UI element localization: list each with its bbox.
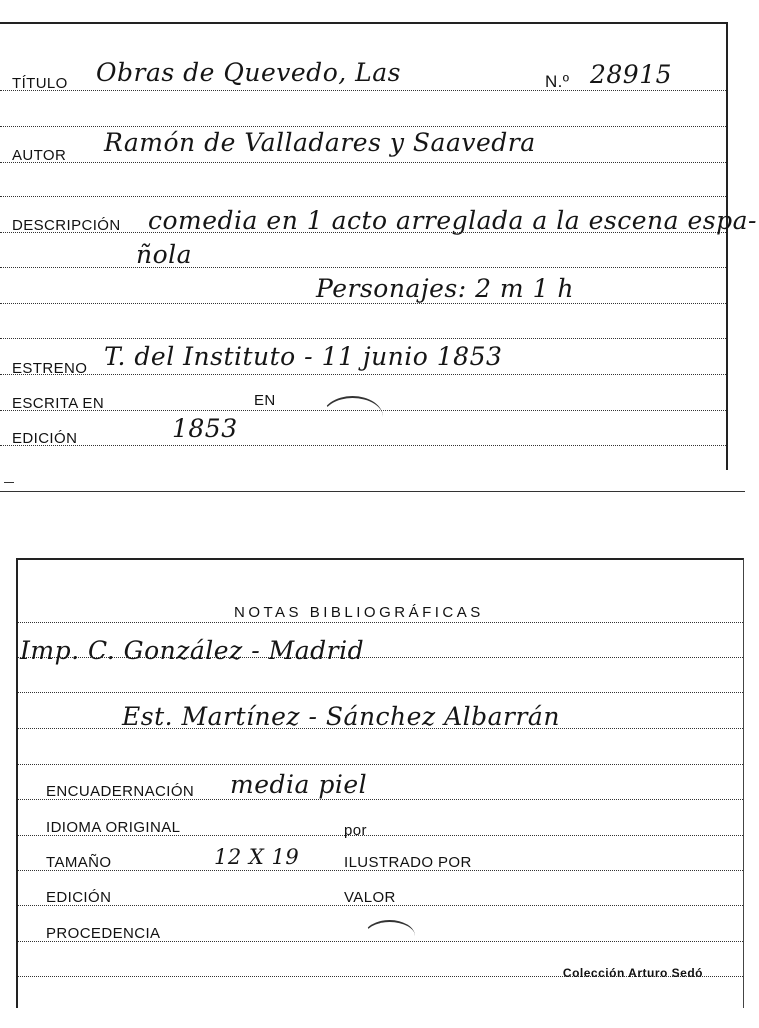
notas-title: NOTAS BIBLIOGRÁFICAS bbox=[234, 604, 484, 621]
ink-smudge bbox=[322, 396, 383, 438]
dotted-rule bbox=[0, 196, 726, 197]
dotted-rule bbox=[0, 338, 726, 339]
dotted-rule bbox=[0, 374, 726, 375]
dotted-rule bbox=[0, 162, 726, 163]
por-label: por bbox=[344, 822, 367, 839]
edicion-label: EDICIÓN bbox=[12, 430, 78, 447]
ink-smudge bbox=[364, 920, 415, 952]
procedencia-label: PROCEDENCIA bbox=[46, 925, 161, 942]
escrita-en-label: ESCRITA EN bbox=[12, 395, 105, 412]
dotted-rule bbox=[0, 126, 726, 127]
tamano-value: 12 X 19 bbox=[214, 845, 300, 869]
numero-label: N.º bbox=[545, 72, 570, 91]
dotted-rule bbox=[0, 267, 726, 268]
note-imprenta: Imp. C. González - Madrid bbox=[20, 636, 365, 665]
separator-line bbox=[0, 491, 745, 492]
dotted-rule bbox=[18, 692, 743, 693]
dotted-rule bbox=[0, 303, 726, 304]
descripcion-value: comedia en 1 acto arreglada a la escena espa- bbox=[148, 206, 757, 235]
dotted-rule bbox=[0, 90, 726, 91]
idioma-label: IDIOMA ORIGINAL bbox=[46, 819, 181, 836]
catalog-card-top bbox=[0, 22, 757, 470]
autor-label: AUTOR bbox=[12, 147, 67, 164]
coleccion-footer: Colección Arturo Sedó bbox=[562, 966, 703, 980]
titulo-label: TÍTULO bbox=[12, 75, 68, 92]
valor-label: VALOR bbox=[344, 889, 396, 906]
dotted-rule bbox=[18, 622, 743, 623]
ilustrado-label: ILUSTRADO POR bbox=[344, 854, 472, 871]
autor-value: Ramón de Valladares y Saavedra bbox=[104, 128, 536, 157]
numero-value: 28915 bbox=[590, 60, 673, 89]
descripcion-value-2: ñola bbox=[136, 240, 193, 269]
margin-dash bbox=[4, 482, 14, 483]
tamano-label: TAMAÑO bbox=[46, 854, 112, 871]
edicion-value: 1853 bbox=[172, 414, 238, 443]
titulo-value: Obras de Quevedo, Las bbox=[96, 58, 401, 87]
dotted-rule bbox=[0, 445, 726, 446]
estreno-label: ESTRENO bbox=[12, 360, 88, 377]
personajes-value: Personajes: 2 m 1 h bbox=[316, 274, 575, 303]
encuadernacion-value: media piel bbox=[230, 770, 368, 799]
encuadernacion-label: ENCUADERNACIÓN bbox=[46, 783, 195, 800]
catalog-card-bottom bbox=[16, 558, 744, 1008]
estreno-value: T. del Instituto - 11 junio 1853 bbox=[104, 342, 503, 371]
note-estampa: Est. Martínez - Sánchez Albarrán bbox=[122, 702, 560, 731]
edicion-label-2: EDICIÓN bbox=[46, 889, 112, 906]
descripcion-label: DESCRIPCIÓN bbox=[12, 217, 121, 234]
dotted-rule bbox=[18, 764, 743, 765]
en-label: EN bbox=[254, 392, 276, 409]
